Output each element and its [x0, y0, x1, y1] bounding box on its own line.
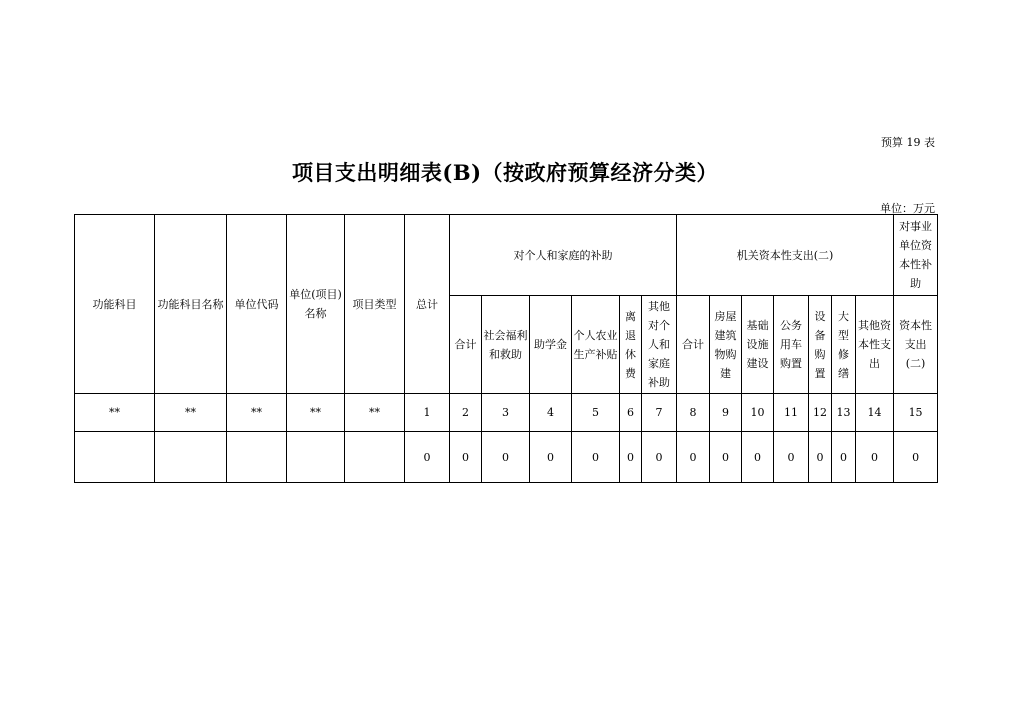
- data-cell: [287, 432, 345, 483]
- data-cell: 0: [405, 432, 450, 483]
- subheader-cell: 其他资本性支出: [856, 296, 894, 394]
- data-cell: 0: [856, 432, 894, 483]
- data-cell: [75, 432, 155, 483]
- index-cell: 3: [482, 394, 530, 432]
- header-group-personal: 对个人和家庭的补助: [450, 215, 677, 296]
- index-cell: 8: [677, 394, 710, 432]
- data-cell: 0: [530, 432, 572, 483]
- index-cell: 9: [710, 394, 742, 432]
- index-cell: 14: [856, 394, 894, 432]
- subheader-cell: 房屋建筑物购建: [710, 296, 742, 394]
- header-func-subject-name: 功能科目名称: [155, 215, 227, 394]
- index-cell: 7: [642, 394, 677, 432]
- subheader-cell: 助学金: [530, 296, 572, 394]
- subheader-cell: 其他对个人和家庭补助: [642, 296, 677, 394]
- table-row: [75, 432, 938, 483]
- subheader-cell: 基础设施建设: [742, 296, 774, 394]
- header-unit-code: 单位代码: [227, 215, 287, 394]
- data-cell: [155, 432, 227, 483]
- subheader-cell: 离退休费: [620, 296, 642, 394]
- subheader-cell: 设备购置: [809, 296, 832, 394]
- index-cell: 13: [832, 394, 856, 432]
- header-project-type: 项目类型: [345, 215, 405, 394]
- subheader-cell: 资本性支出(二): [894, 296, 938, 394]
- data-cell: 0: [742, 432, 774, 483]
- subheader-cell: 公务用车购置: [774, 296, 809, 394]
- index-cell: 12: [809, 394, 832, 432]
- data-cell: 0: [832, 432, 856, 483]
- data-cell: 0: [620, 432, 642, 483]
- data-cell: 0: [572, 432, 620, 483]
- index-cell: **: [75, 394, 155, 432]
- index-cell: **: [155, 394, 227, 432]
- index-cell: 6: [620, 394, 642, 432]
- index-cell: 11: [774, 394, 809, 432]
- index-cell: 4: [530, 394, 572, 432]
- subheader-cell: 合计: [677, 296, 710, 394]
- index-cell: 15: [894, 394, 938, 432]
- unit-label: 单位：万元: [880, 202, 935, 215]
- data-cell: 0: [809, 432, 832, 483]
- subheader-cell: 社会福利和救助: [482, 296, 530, 394]
- index-cell: 5: [572, 394, 620, 432]
- data-cell: 0: [710, 432, 742, 483]
- page-title: 项目支出明细表(B)（按政府预算经济分类）: [291, 160, 719, 185]
- header-func-subject: 功能科目: [75, 215, 155, 394]
- data-cell: 0: [677, 432, 710, 483]
- data-cell: 0: [482, 432, 530, 483]
- index-row: [75, 394, 938, 432]
- index-cell: 2: [450, 394, 482, 432]
- data-cell: 0: [450, 432, 482, 483]
- header-row: [75, 215, 938, 296]
- index-cell: 10: [742, 394, 774, 432]
- index-cell: **: [287, 394, 345, 432]
- header-group-capital-enterprise: 对事业单位资本性补助: [894, 215, 938, 296]
- header-unit-project-name: 单位(项目)名称: [287, 215, 345, 394]
- index-cell: 1: [405, 394, 450, 432]
- subheader-cell: 个人农业生产补贴: [572, 296, 620, 394]
- header-total: 总计: [405, 215, 450, 394]
- data-cell: [345, 432, 405, 483]
- index-cell: **: [345, 394, 405, 432]
- expenditure-table: [74, 214, 938, 483]
- subheader-cell: 合计: [450, 296, 482, 394]
- index-cell: **: [227, 394, 287, 432]
- data-cell: 0: [642, 432, 677, 483]
- data-cell: 0: [774, 432, 809, 483]
- header-group-capital-org: 机关资本性支出(二): [677, 215, 894, 296]
- subheader-cell: 大型修缮: [832, 296, 856, 394]
- table-number: 预算 19 表: [881, 136, 935, 149]
- data-cell: [227, 432, 287, 483]
- data-cell: 0: [894, 432, 938, 483]
